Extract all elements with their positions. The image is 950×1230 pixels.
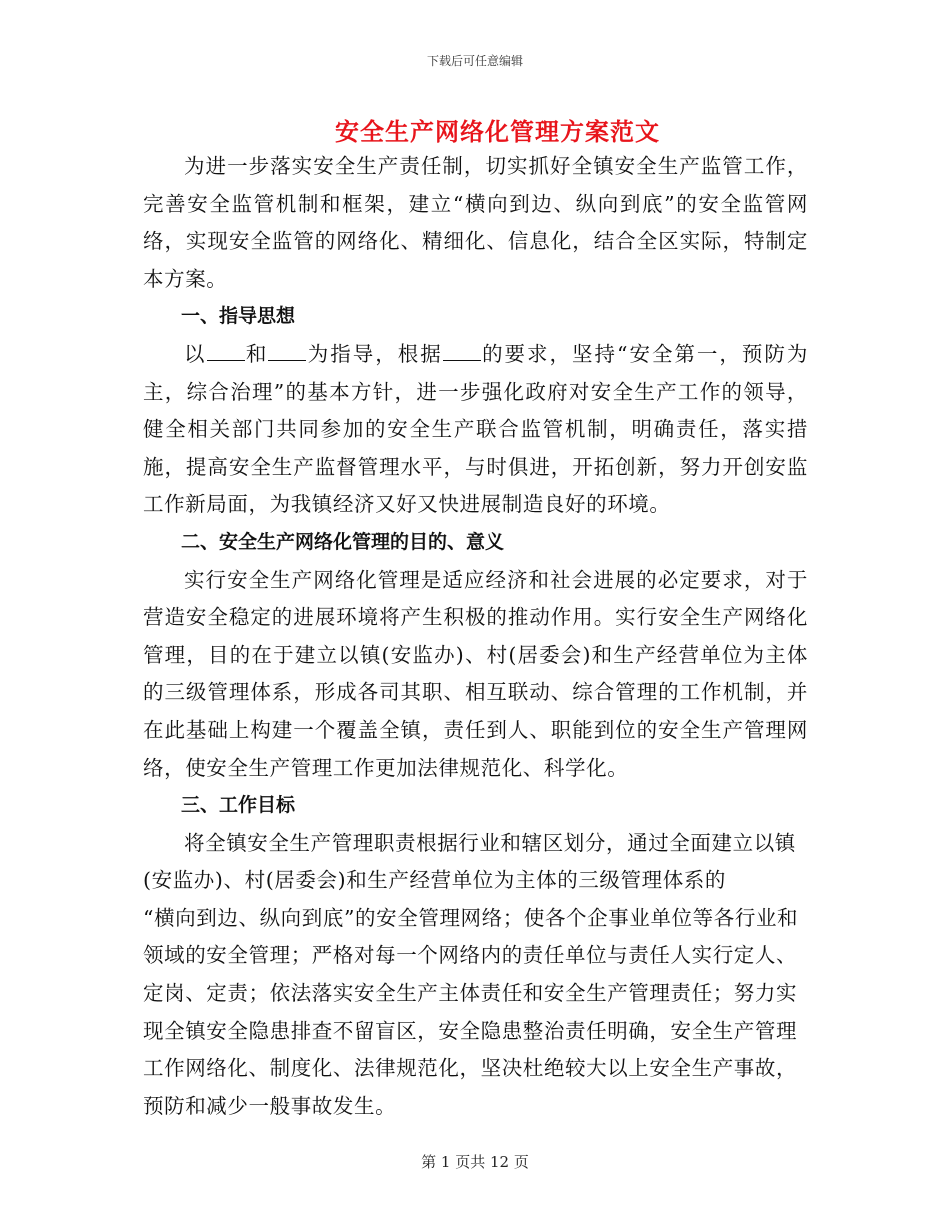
- section-2-heading: 二、安全生产网络化管理的目的、意义: [181, 530, 505, 553]
- section-1-text-a: 以: [184, 341, 207, 366]
- section-3-text-rest: “横向到边、纵向到底”的安全管理网络；使各个企事业单位等各行业和领域的安全管理；严格对每一个网络内的责任单位与责任人实行定人、定岗、定责；依法落实安全生产主体责任和安全生产管理责任；努力实现全镇安全隐患排查不留盲区，安全隐患整治责任明确，安全生产管理工作网络化、制度化、法律规范化，坚决杜绝较大以上安全生产事故，预防和减少一般事故发生。: [143, 905, 799, 1118]
- intro-paragraph: 为进一步落实安全生产责任制，切实抓好全镇安全生产监管工作，完善安全监管机制和框架，建立“横向到边、纵向到底”的安全监管网络，实现安全监管的网络化、精细化、信息化，结合全区实际，特制定本方案。: [143, 154, 808, 291]
- page-number: 第 1 页共 12 页: [421, 1153, 529, 1171]
- header-note: 下载后可任意编辑: [426, 54, 523, 68]
- fill-in-blank: [207, 342, 245, 361]
- section-2-paragraph: 实行安全生产网络化管理是适应经济和社会进展的必定要求，对于营造安全稳定的进展环境将产生积极的推动作用。实行安全生产网络化管理，目的在于建立以镇(安监办)、村(居委会)和生产经营单位为主体的三级管理体系，形成各司其职、相互联动、综合管理的工作机制，并在此基础上构建一个覆盖全镇，责任到人、职能到位的安全生产管理网络，使安全生产管理工作更加法律规范化、科学化。: [143, 567, 808, 780]
- fill-in-blank: [268, 342, 306, 361]
- section-3-text-line1: 将全镇安全生产管理职责根据行业和辖区划分，通过全面建立以镇(安监办)、村(居委会)和生产经营单位为主体的三级管理体系的: [143, 830, 796, 893]
- section-3-heading: 三、工作目标: [181, 794, 296, 817]
- section-1-text-b: 和: [244, 341, 269, 366]
- document-body: [143, 148, 808, 1125]
- section-1-heading: 一、指导思想: [181, 305, 296, 328]
- fill-in-blank: [443, 342, 481, 361]
- section-1-paragraph: [143, 336, 808, 524]
- section-1-text-c: 为指导，根据: [306, 341, 443, 366]
- section-3-paragraph: [143, 825, 808, 1126]
- document-title: 安全生产网络化管理方案范文: [335, 117, 660, 146]
- section-1-text-d: 的要求，坚持“安全第一，预防为主，综合治理”的基本方针，进一步强化政府对安全生产工作的领导，健全相关部门共同参加的安全生产联合监管机制，明确责任，落实措施，提高安全生产监督管理水平，与时俱进，开拓创新，努力开创安监工作新局面，为我镇经济又好又快进展制造良好的环境。: [143, 341, 808, 517]
